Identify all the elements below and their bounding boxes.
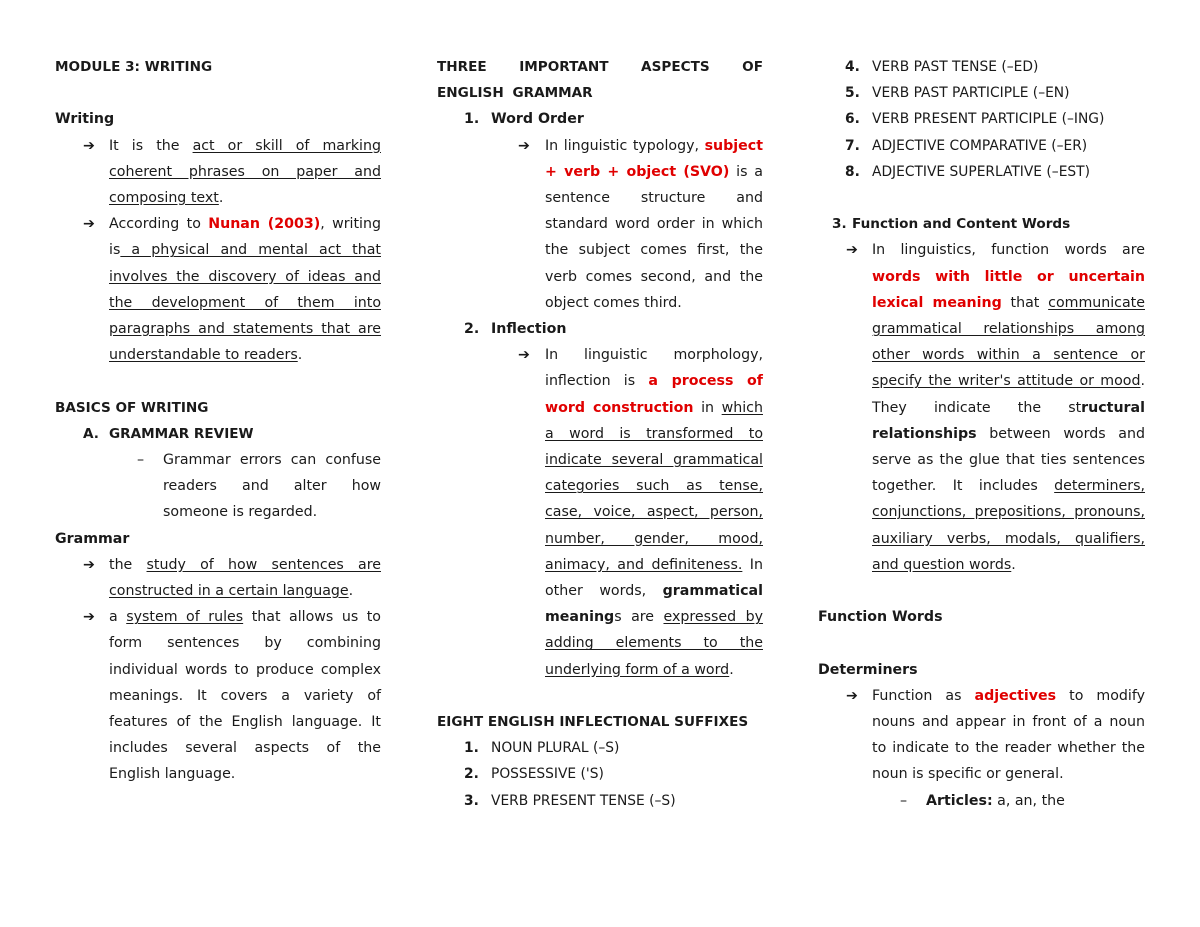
arrow-icon: ➔ [83, 137, 95, 154]
grammar-review-item: A. GRAMMAR REVIEW [83, 425, 254, 442]
writing-heading: Writing [55, 111, 115, 128]
grammar-review-note: – Grammar errors can confuse readers and alter how someone is regarded. [55, 447, 381, 526]
suffix-item: 4. VERB PAST TENSE (–ED) [845, 59, 1039, 75]
function-words-heading: Function Words [818, 609, 943, 626]
dash-icon: – [137, 452, 145, 469]
grammar-definition-1: ➔ the study of how sentences are constructed in a certain language. [55, 552, 381, 604]
arrow-icon: ➔ [846, 242, 858, 259]
suffix-item: 8. ADJECTIVE SUPERLATIVE (–EST) [845, 163, 1090, 180]
word-order-definition: ➔ In linguistic typology, subject + verb + object (SVO) is a sentence structure and standard word order in which the subject comes first, the verb comes second, and the object comes third. [437, 133, 763, 316]
aspects-heading: THREE IMPORTANT ASPECTS OF ENGLISH GRAMMAR [437, 59, 763, 102]
column-1 [55, 54, 381, 788]
inflection-item: 2. Inflection [464, 321, 567, 338]
basics-heading: BASICS OF WRITING [55, 399, 209, 416]
suffix-item: 1. NOUN PLURAL (–S) [464, 740, 620, 757]
inflection-definition: ➔ In linguistic morphology, inflection is a process of word construction in which a word is transformed to indicate several grammatical categories such as tense, case, voice, aspect, person, number, gender, mood, animacy, and definiteness. In other words, grammatical meanings are expressed by adding elements to the underlying form of a word. [437, 342, 763, 683]
citation: Nunan (2003) [208, 216, 321, 233]
dash-icon: – [900, 792, 908, 809]
writing-definition-1: ➔ It is the act or skill of marking coherent phrases on paper and composing text. [55, 133, 381, 212]
suffixes-heading: EIGHT ENGLISH INFLECTIONAL SUFFIXES [437, 714, 749, 731]
module-title: MODULE 3: WRITING [55, 59, 213, 75]
suffix-item: 3. VERB PRESENT TENSE (–S) [464, 792, 676, 809]
suffix-item: 6. VERB PRESENT PARTICIPLE (–ING) [845, 111, 1105, 128]
determiners-definition: ➔ Function as adjectives to modify nouns and appear in front of a noun to indicate to the reader whether the noun is specific or general. [818, 683, 1145, 788]
column-2 [437, 54, 763, 814]
suffix-item: 7. ADJECTIVE COMPARATIVE (–ER) [845, 137, 1088, 154]
writing-definition-2: ➔ According to Nunan (2003), writing is a physical and mental act that involves the discovery of ideas and the development of them into paragraphs and statements that are understandable to readers. [55, 211, 381, 368]
articles-item: – Articles: a, an, the [818, 788, 1145, 814]
function-content-heading: 3. Function and Content Words [832, 216, 1071, 233]
determiners-heading: Determiners [818, 661, 918, 678]
arrow-icon: ➔ [83, 609, 95, 626]
function-words-definition: ➔ In linguistics, function words are words with little or uncertain lexical meaning that communicate grammatical relationships among other words within a sentence or specify the writer's attitude or mood. They indicate the structural relationships between words and serve as the glue that ties sentences together. It includes determiners, conjunctions, prepositions, pronouns, auxiliary verbs, modals, qualifiers, and question words. [818, 237, 1145, 578]
arrow-icon: ➔ [846, 687, 858, 704]
word-order-item: 1. Word Order [464, 111, 584, 128]
column-3 [818, 54, 1145, 814]
arrow-icon: ➔ [83, 216, 95, 233]
arrow-icon: ➔ [518, 347, 530, 364]
suffix-item: 2. POSSESSIVE ('S) [464, 766, 604, 783]
grammar-definition-2: ➔ a system of rules that allows us to form sentences by combining individual words to produce complex meanings. It covers a variety of features of the English language. It includes several aspects of the English language. [55, 604, 381, 787]
suffix-item: 5. VERB PAST PARTICIPLE (–EN) [845, 85, 1070, 102]
svo-term: subject + verb + object (SVO) [545, 137, 763, 180]
arrow-icon: ➔ [83, 556, 95, 573]
grammar-heading: Grammar [55, 530, 130, 547]
arrow-icon: ➔ [518, 137, 530, 154]
